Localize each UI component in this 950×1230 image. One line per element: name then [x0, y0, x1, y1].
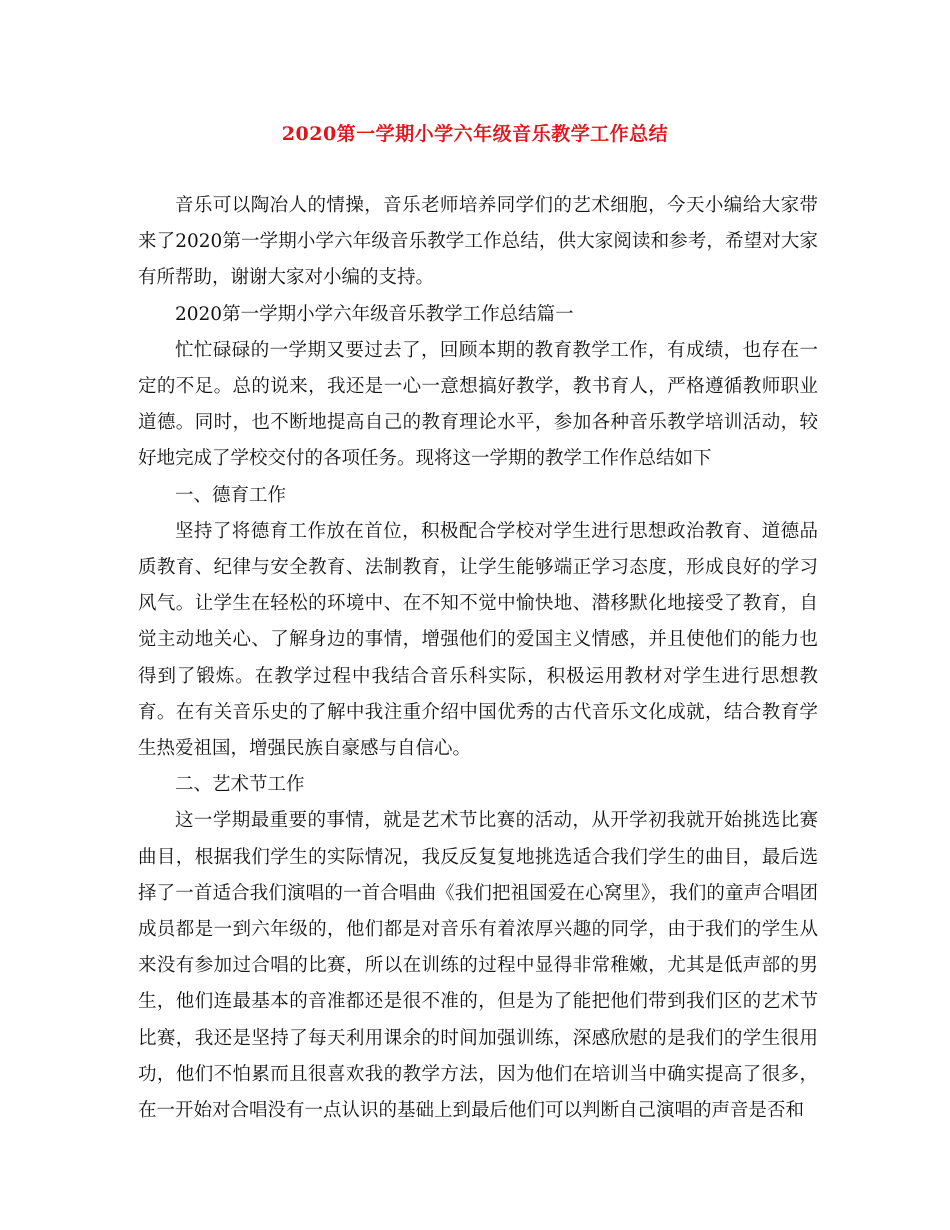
- heading-art-festival: 二、艺术节工作: [175, 774, 305, 796]
- document-title: 2020第一学期小学六年级音乐教学工作总结: [281, 123, 669, 145]
- paragraph-3: 这一学期最重要的事情，就是艺术节比赛的活动，从开学初我就开始挑选比赛曲目，根据我们学生的实际情况，我反反复复地挑选适合我们学生的曲目，最后选择了一首适合我们演唱的一首合唱曲《我们把祖国爱在心窝里》，我们的童声合唱团成员都是一到六年级的，他们都是对音乐有着浓厚兴趣的同学，由于我们的学生从来没有参加过合唱的比赛，所以在训练的过程中显得非常稚嫩，尤其是低声部的男生，他们连最基本的音准都还是很不准的，但是为了能把他们带到我们区的艺术节比赛，我还是坚持了每天利用课余的时间加强训练，深感欣慰的是我们的学生很用功，他们不怕累而且很喜欢我的教学方法，因为他们在培训当中确实提高了很多，在一开始对合唱没有一点认识的基础上到最后他们可以判断自己演唱的声音是否和: [138, 810, 818, 1122]
- intro-paragraph: 音乐可以陶冶人的情操，音乐老师培养同学们的艺术细胞，今天小编给大家带来了2020第一学期小学六年级音乐教学工作总结，供大家阅读和参考，希望对大家有所帮助，谢谢大家对小编的支持。: [138, 195, 818, 289]
- paragraph-2: 坚持了将德育工作放在首位，积极配合学校对学生进行思想政治教育、道德品质教育、纪律与安全教育、法制教育，让学生能够端正学习态度，形成良好的学习风气。让学生在轻松的环境中、在不知不觉中愉快地、潜移默化地接受了教育，自觉主动地关心、了解身边的事情，增强他们的爱国主义情感，并且使他们的能力也得到了锻炼。在教学过程中我结合音乐科实际，积极运用教材对学生进行思想教育。在有关音乐史的了解中我注重介绍中国优秀的古代音乐文化成就，结合教育学生热爱祖国，增强民族自豪感与自信心。: [138, 520, 818, 760]
- document-body: [138, 188, 818, 1129]
- paragraph-1: 忙忙碌碌的一学期又要过去了，回顾本期的教育教学工作，有成绩，也存在一定的不足。总的说来，我还是一心一意想搞好教学，教书育人，严格遵循教师职业道德。同时，也不断地提高自己的教育理论水平，参加各种音乐教学培训活动，较好地完成了学校交付的各项任务。现将这一学期的教学工作作总结如下: [138, 339, 818, 470]
- heading-moral-education: 一、德育工作: [175, 484, 287, 506]
- section-title: 2020第一学期小学六年级音乐教学工作总结篇一: [175, 303, 574, 325]
